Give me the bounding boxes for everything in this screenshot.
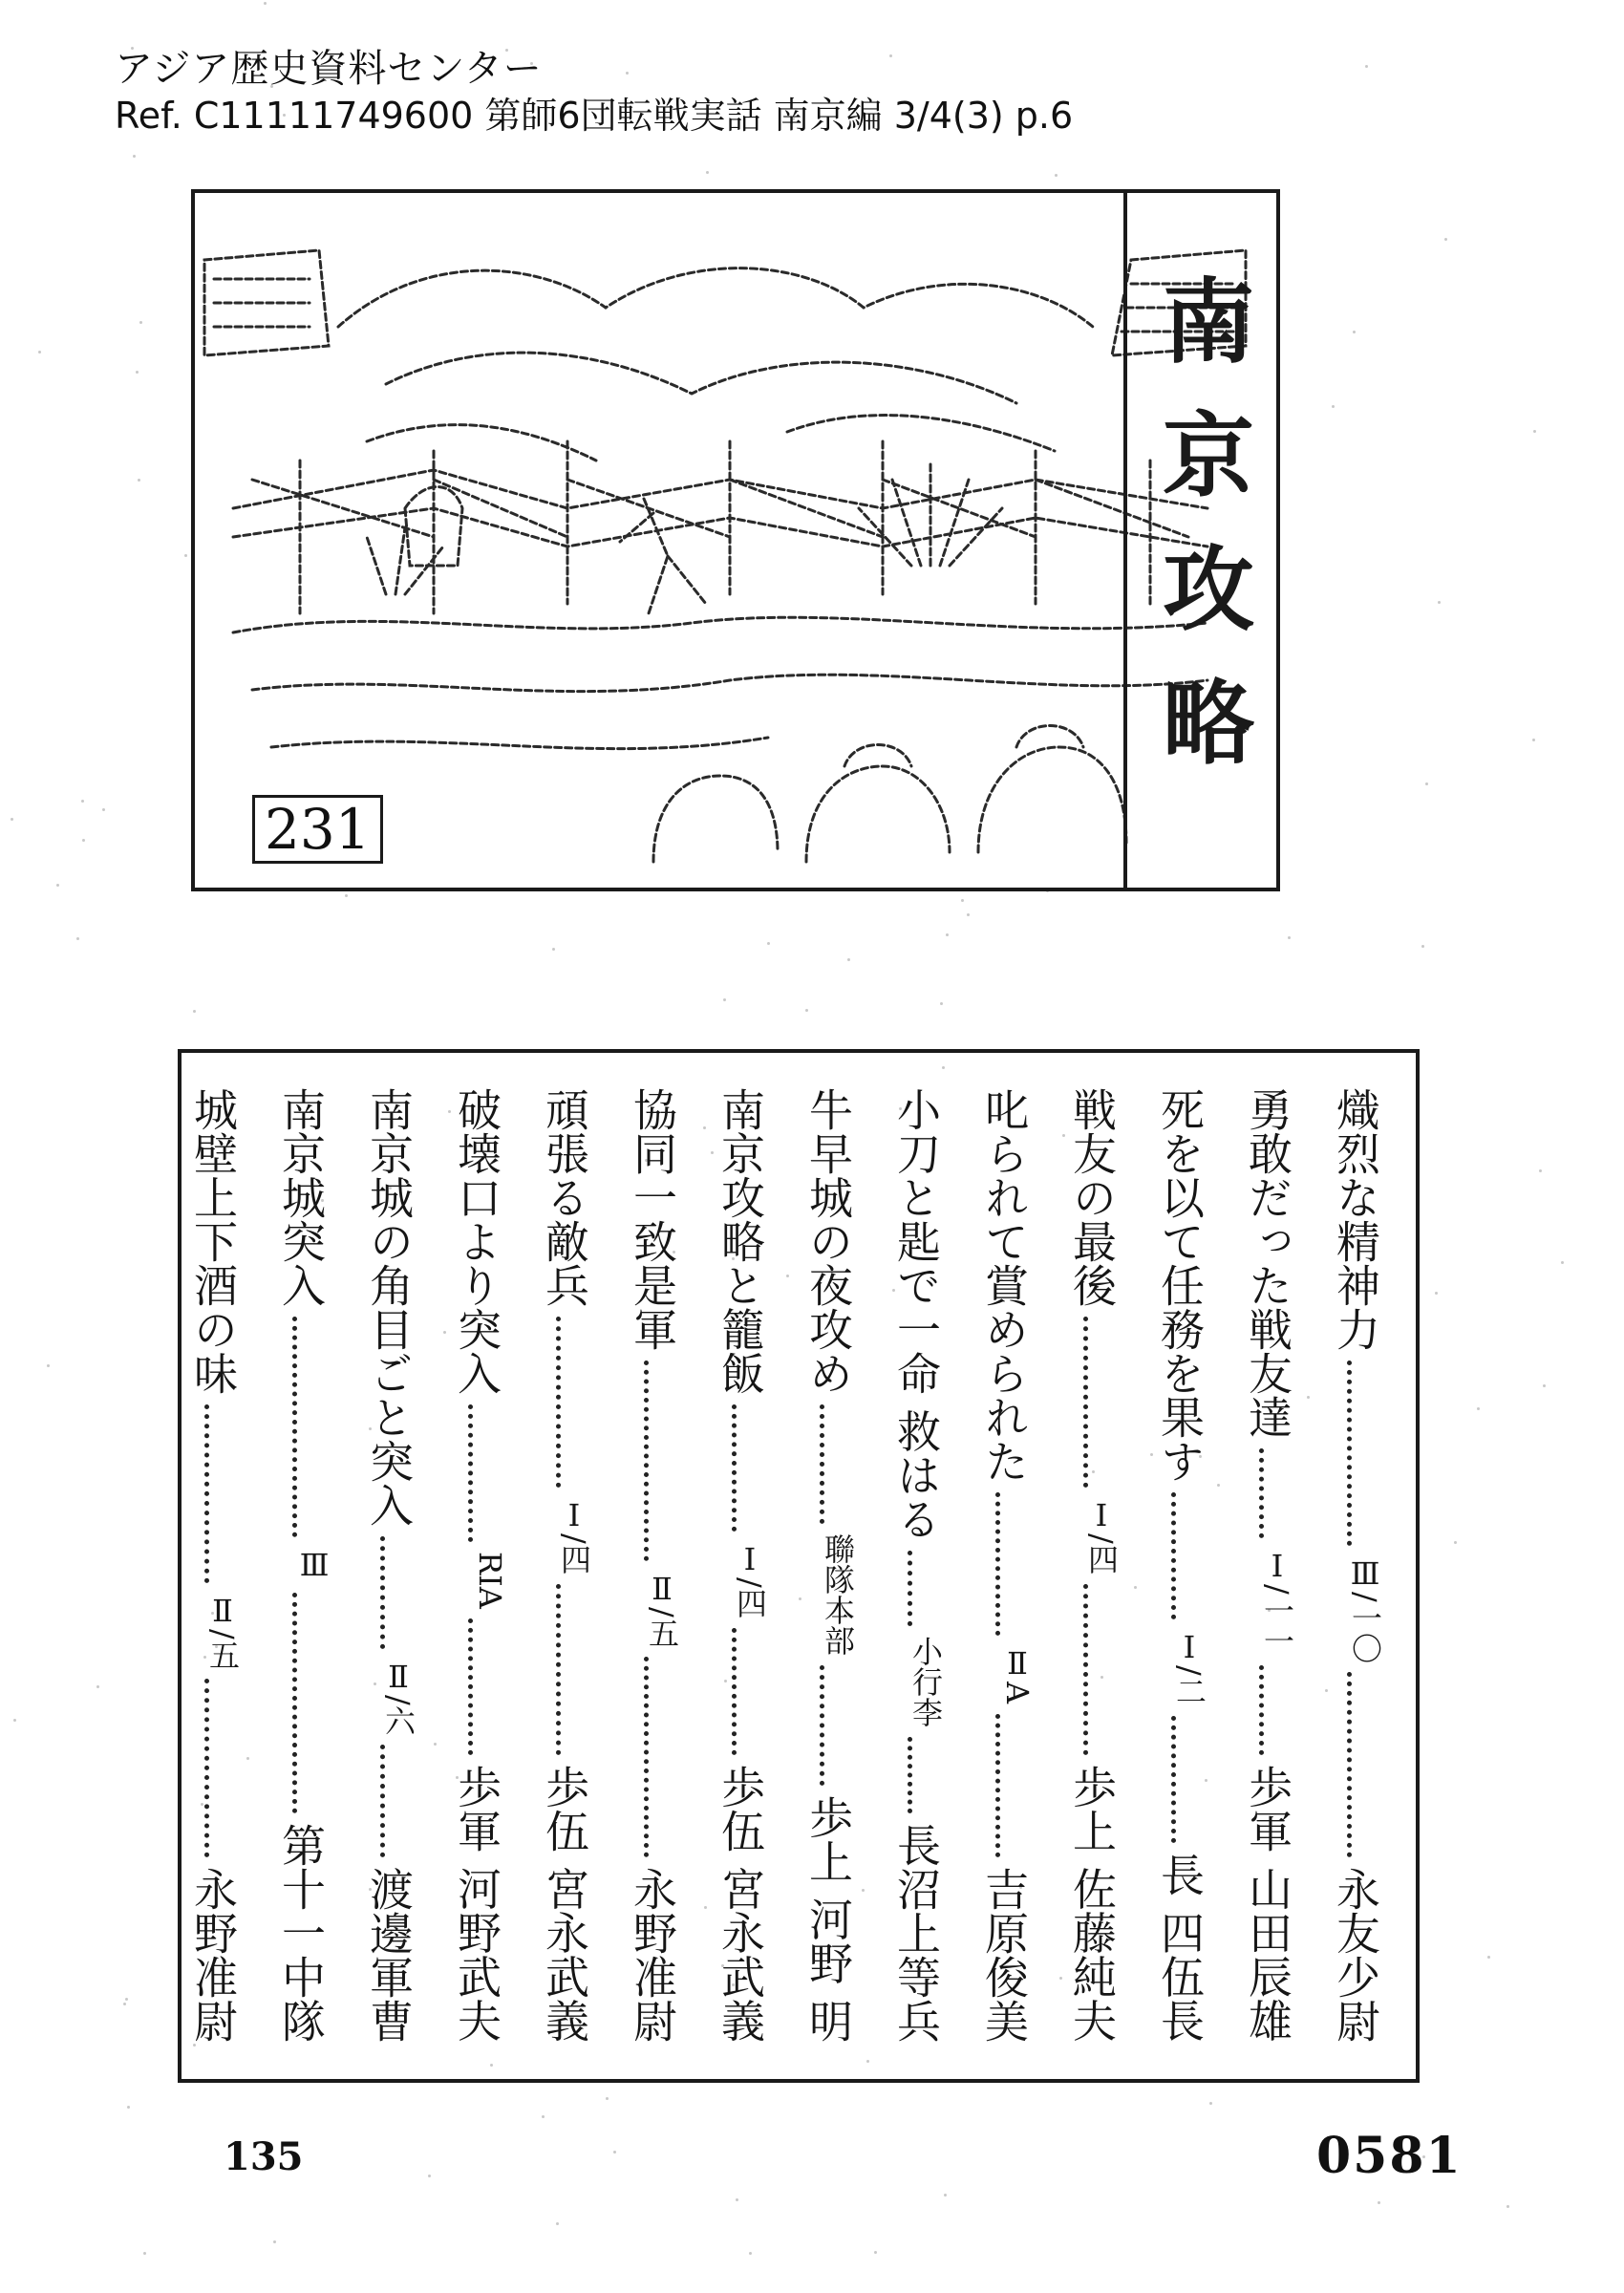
dotted-leader bbox=[1347, 1672, 1352, 1857]
scan-speck bbox=[1506, 2205, 1509, 2208]
scan-speck bbox=[1365, 65, 1368, 68]
scan-speck bbox=[613, 2151, 616, 2154]
toc-page: Ⅲ bbox=[296, 1547, 332, 1583]
scan-speck bbox=[1288, 936, 1291, 939]
table-of-contents bbox=[168, 1087, 1387, 2043]
toc-title: 協同一致是軍 bbox=[627, 1087, 678, 1351]
scan-speck bbox=[138, 479, 140, 482]
scan-speck bbox=[847, 958, 850, 961]
toc-page: Ⅰ/一一 bbox=[1259, 1548, 1295, 1657]
toc-title: 南京攻略と籠飯 bbox=[715, 1087, 766, 1395]
scan-speck bbox=[125, 1998, 128, 2001]
dotted-leader bbox=[292, 1593, 297, 1813]
toc-entry bbox=[783, 1087, 860, 2043]
foreground-soldiers bbox=[653, 776, 778, 862]
scan-speck bbox=[96, 1685, 99, 1688]
scan-speck bbox=[139, 321, 142, 324]
toc-page: Ⅰ/四 bbox=[556, 1497, 592, 1575]
barbed-wire-posts bbox=[300, 441, 1150, 613]
explosion-burst bbox=[859, 461, 1002, 566]
dotted-leader bbox=[995, 1714, 1000, 1857]
smoke-cloud bbox=[338, 268, 1093, 327]
dotted-leader bbox=[820, 1404, 824, 1524]
scan-speck bbox=[1425, 782, 1428, 785]
scan-speck bbox=[127, 2106, 130, 2109]
scan-speck bbox=[47, 1364, 50, 1367]
scan-speck bbox=[1532, 739, 1535, 741]
dotted-leader bbox=[204, 1404, 209, 1583]
toc-author: 永友少尉 bbox=[1330, 1867, 1381, 2043]
toc-page: 小行李 bbox=[908, 1636, 944, 1728]
toc-entry bbox=[1223, 1087, 1299, 2043]
scan-speck bbox=[1477, 1407, 1480, 1410]
scan-speck bbox=[1332, 405, 1335, 408]
scan-speck bbox=[1543, 1384, 1546, 1387]
dotted-leader bbox=[1347, 1361, 1352, 1546]
scan-speck bbox=[82, 839, 85, 842]
toc-title: 戦友の最後 bbox=[1066, 1087, 1118, 1307]
toc-entry bbox=[520, 1087, 596, 2043]
dotted-leader bbox=[292, 1317, 297, 1537]
dotted-leader bbox=[644, 1361, 649, 1561]
toc-page: Ⅱ/五 bbox=[644, 1570, 680, 1648]
scan-speck bbox=[767, 942, 770, 945]
scan-speck bbox=[1533, 430, 1536, 433]
dotted-leader bbox=[1259, 1665, 1264, 1755]
scan-speck bbox=[542, 2115, 545, 2118]
toc-entry bbox=[959, 1087, 1036, 2043]
toc-author: 歩軍 山田辰雄 bbox=[1242, 1765, 1293, 2043]
battle-scene-illustration bbox=[195, 193, 1253, 888]
toc-page: Ⅱ/六 bbox=[380, 1658, 417, 1736]
scan-speck bbox=[1444, 238, 1447, 241]
toc-page: 聯隊本部 bbox=[820, 1533, 856, 1657]
dotted-leader bbox=[556, 1317, 561, 1488]
toc-title: 死を以て任務を果す bbox=[1154, 1087, 1206, 1483]
toc-author: 長沼上等兵 bbox=[890, 1823, 942, 2043]
toc-page: ⅡA bbox=[999, 1645, 1036, 1704]
dotted-leader bbox=[1259, 1448, 1264, 1538]
scan-speck bbox=[1435, 1292, 1438, 1295]
toc-page: Ⅲ/一〇 bbox=[1347, 1554, 1383, 1663]
scan-speck bbox=[1561, 1261, 1564, 1264]
advancing-soldiers bbox=[620, 499, 706, 613]
dotted-leader bbox=[732, 1628, 737, 1755]
scan-speck bbox=[143, 2252, 146, 2255]
dotted-leader bbox=[380, 1745, 385, 1857]
table-of-contents-frame bbox=[178, 1049, 1420, 2083]
scan-speck bbox=[706, 171, 709, 174]
scan-speck bbox=[606, 2097, 609, 2100]
scan-speck bbox=[102, 808, 105, 811]
scan-speck bbox=[123, 2003, 126, 2005]
scan-speck bbox=[193, 1010, 196, 1013]
toc-entry bbox=[432, 1087, 508, 2043]
scan-speck bbox=[1438, 601, 1441, 604]
scan-speck bbox=[805, 1009, 808, 1012]
dotted-leader bbox=[1171, 1716, 1176, 1843]
title-panel bbox=[1123, 193, 1276, 888]
scan-speck bbox=[273, 2240, 276, 2243]
toc-title: 小刀と匙で一命 救はる bbox=[890, 1087, 942, 1541]
toc-page: Ⅱ/五 bbox=[204, 1592, 241, 1670]
scan-speck bbox=[264, 2, 267, 5]
dotted-leader bbox=[1083, 1317, 1088, 1488]
toc-author: 永野准尉 bbox=[627, 1867, 678, 2043]
archive-header bbox=[115, 46, 1073, 139]
toc-author: 歩伍 宮永武義 bbox=[715, 1765, 766, 2043]
scan-speck bbox=[749, 2252, 752, 2255]
scan-speck bbox=[1209, 2102, 1212, 2105]
scan-speck bbox=[345, 894, 348, 897]
dotted-leader bbox=[908, 1551, 912, 1627]
scan-speck bbox=[967, 913, 970, 916]
scan-speck bbox=[1378, 2201, 1380, 2204]
toc-page: RIA bbox=[472, 1551, 508, 1609]
illustration-frame bbox=[191, 189, 1280, 891]
toc-title: 叱られて賞められた bbox=[978, 1087, 1030, 1483]
toc-author: 長 四伍長 bbox=[1154, 1853, 1206, 2043]
dotted-leader bbox=[468, 1404, 473, 1542]
document-number: 0581 bbox=[1316, 2127, 1463, 2185]
toc-author: 吉原俊美 bbox=[978, 1867, 1030, 2044]
toc-author: 歩上 河野 明 bbox=[802, 1794, 854, 2043]
scan-speck bbox=[13, 1719, 16, 1722]
toc-entry bbox=[168, 1087, 245, 2043]
toc-entry bbox=[1047, 1087, 1123, 2043]
page-number: 135 bbox=[224, 2134, 304, 2179]
scan-speck bbox=[723, 998, 726, 1001]
scan-speck bbox=[1421, 945, 1424, 948]
dotted-leader bbox=[556, 1584, 561, 1755]
scan-speck bbox=[1353, 331, 1356, 333]
toc-title: 熾烈な精神力 bbox=[1330, 1087, 1381, 1351]
scan-speck bbox=[133, 155, 136, 158]
scan-speck bbox=[940, 1002, 943, 1005]
toc-title: 頑張る敵兵 bbox=[539, 1087, 590, 1307]
toc-author: 永野准尉 bbox=[187, 1867, 239, 2043]
scan-speck bbox=[11, 818, 13, 821]
toc-author: 第十一中隊 bbox=[275, 1823, 327, 2043]
toc-title: 城壁上下酒の味 bbox=[187, 1087, 239, 1395]
scan-speck bbox=[552, 948, 555, 951]
scan-speck bbox=[736, 2198, 738, 2201]
dotted-leader bbox=[644, 1657, 649, 1857]
scan-speck bbox=[136, 371, 139, 374]
dotted-leader bbox=[204, 1679, 209, 1857]
toc-author: 歩軍 河野武夫 bbox=[451, 1765, 502, 2043]
scan-speck bbox=[874, 2251, 877, 2254]
toc-title: 破壊口より突入 bbox=[451, 1087, 502, 1395]
toc-entry bbox=[1135, 1087, 1211, 2043]
dotted-leader bbox=[468, 1618, 473, 1756]
toc-entry bbox=[1311, 1087, 1387, 2043]
reference-code: Ref. C11111749600 第師6団転戦実話 南京編 3/4(3) p.6 bbox=[115, 95, 1074, 137]
dotted-leader bbox=[380, 1536, 385, 1649]
scan-speck bbox=[961, 899, 964, 902]
scan-speck bbox=[56, 884, 59, 887]
toc-page: Ⅰ/二 bbox=[1171, 1629, 1207, 1707]
toc-title: 南京城突入 bbox=[275, 1087, 327, 1307]
scan-speck bbox=[76, 937, 79, 940]
scan-speck bbox=[1454, 1541, 1457, 1544]
dotted-leader bbox=[820, 1665, 824, 1785]
toc-entry bbox=[256, 1087, 332, 2043]
scan-speck bbox=[81, 800, 84, 803]
toc-title: 牛早城の夜攻め bbox=[802, 1087, 854, 1395]
scan-speck bbox=[184, 554, 187, 557]
toc-entry bbox=[695, 1087, 772, 2043]
toc-page: Ⅰ/四 bbox=[1083, 1497, 1120, 1575]
dotted-leader bbox=[732, 1404, 737, 1532]
dotted-leader bbox=[908, 1737, 912, 1813]
scan-speck bbox=[38, 351, 41, 354]
archive-name: アジア歴史資料センター bbox=[115, 47, 543, 91]
toc-page: Ⅰ/四 bbox=[732, 1541, 768, 1619]
toc-entry bbox=[871, 1087, 948, 2043]
plate-number: 231 bbox=[252, 795, 383, 864]
scan-speck bbox=[556, 2222, 559, 2225]
dotted-leader bbox=[1083, 1584, 1088, 1755]
dotted-leader bbox=[1171, 1492, 1176, 1619]
illustration-title: 南京攻略 bbox=[1147, 272, 1256, 808]
ground-rubble bbox=[233, 617, 1207, 632]
scan-speck bbox=[946, 933, 949, 936]
toc-title: 勇敢だった戦友達 bbox=[1242, 1087, 1293, 1439]
toc-entry bbox=[608, 1087, 684, 2043]
toc-title: 南京城の角目ごと突入 bbox=[363, 1087, 415, 1527]
scan-speck bbox=[428, 2175, 431, 2177]
toc-author: 歩伍 宮永武義 bbox=[539, 1765, 590, 2043]
scan-speck bbox=[1539, 1169, 1542, 1172]
toc-entry bbox=[344, 1087, 420, 2043]
dotted-leader bbox=[995, 1492, 1000, 1636]
scan-speck bbox=[1487, 1956, 1490, 1959]
scan-speck bbox=[1055, 174, 1058, 177]
toc-author: 歩上 佐藤純夫 bbox=[1066, 1765, 1118, 2043]
toc-author: 渡邊軍曹 bbox=[363, 1867, 415, 2043]
scan-speck bbox=[944, 2194, 947, 2197]
